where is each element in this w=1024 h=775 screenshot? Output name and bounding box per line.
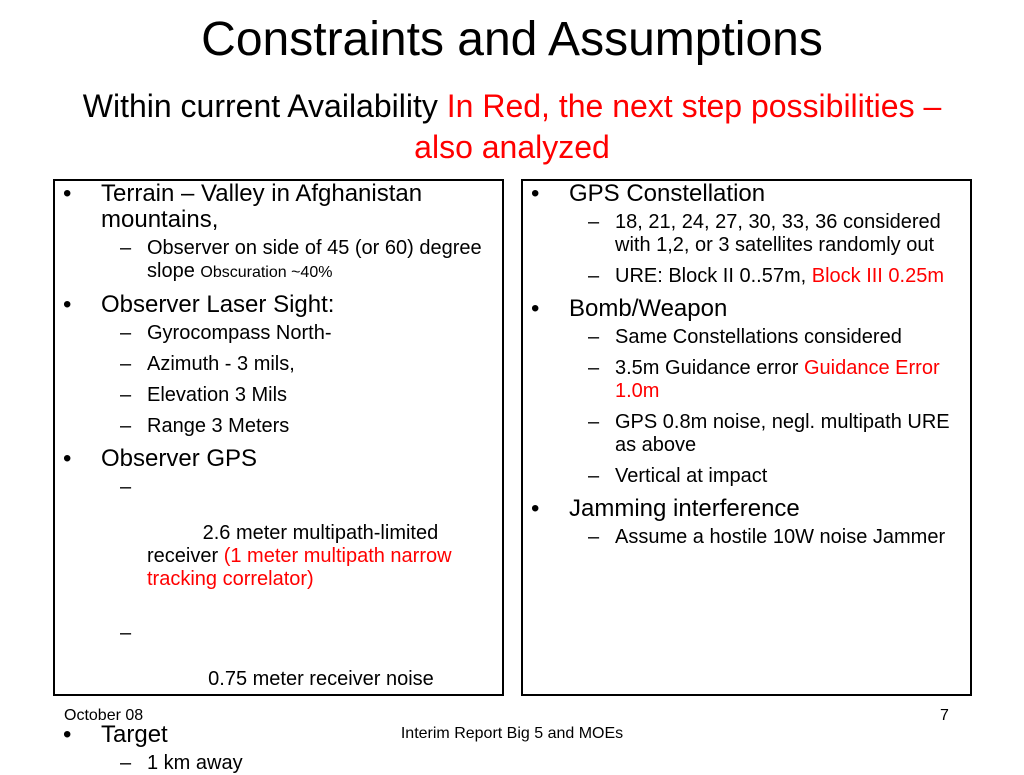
sub-bullet-jammer	[569, 526, 970, 549]
sub-bullet-same-constellations	[569, 326, 970, 349]
sub-bullet-text: 1 km away	[147, 752, 243, 774]
dash-marker: –	[120, 622, 132, 644]
receiver-red-text: (1 meter multipath narrow tracking correlator)	[147, 545, 458, 590]
bullet-marker: •	[63, 721, 72, 748]
bullet-marker: •	[531, 295, 540, 322]
sub-bullet-elevation	[101, 384, 502, 407]
sub-bullet-text: 2.6 meter multipath-limited receiver	[147, 522, 461, 567]
bullet-text: GPS Constellation	[569, 180, 766, 207]
bullet-text: Jamming interference	[569, 495, 800, 522]
bullet-marker: •	[531, 495, 540, 522]
sub-bullet-text: Gyrocompass North-	[147, 322, 332, 344]
guidance-red-text: Guidance Error 1.0m	[615, 357, 940, 402]
subtitle-black: Within current Availability	[82, 88, 447, 124]
bullet-marker: •	[63, 180, 72, 207]
ure-red-text: Block III 0.25m	[811, 265, 945, 287]
dash-marker: –	[588, 211, 600, 233]
sub-bullet-gyrocompass	[101, 322, 502, 345]
sub-bullet-text: Azimuth - 3 mils,	[147, 353, 295, 375]
sub-bullet-distance	[101, 752, 502, 775]
footer-date: October 08	[64, 707, 144, 724]
sub-bullet-azimuth	[101, 353, 502, 376]
sub-bullet-observer-slope	[101, 237, 502, 284]
page-number: 7	[940, 707, 949, 724]
footer-title: Interim Report Big 5 and MOEs	[400, 725, 624, 742]
sub-bullet-text: Same Constellations considered	[615, 326, 902, 348]
sub-bullet-text: Vertical at impact	[615, 465, 768, 487]
sub-bullet-guidance-error	[569, 357, 970, 403]
bullet-text: Terrain – Valley in Afghanistan mountains,	[101, 180, 423, 233]
dash-marker: –	[120, 415, 132, 437]
sub-bullet-text: Range 3 Meters	[147, 415, 290, 437]
dash-marker: –	[120, 752, 132, 774]
sub-bullet-text: 0.75 meter receiver noise	[202, 668, 434, 690]
dash-marker: –	[588, 265, 600, 287]
left-bullet-list	[55, 181, 502, 775]
sub-bullet-text: GPS 0.8m noise, negl. multipath URE as above	[615, 411, 950, 456]
dash-marker: –	[588, 326, 600, 348]
sub-bullet-constellation-sizes	[569, 211, 970, 257]
sub-bullet-receiver	[101, 476, 502, 614]
bullet-jamming	[523, 496, 970, 549]
sub-bullet-gps-noise	[569, 411, 970, 457]
sub-bullet-text: URE: Block II 0..57m,	[615, 265, 812, 287]
obscuration-text: Obscuration ~40%	[200, 264, 333, 281]
slide-subtitle	[60, 86, 964, 168]
dash-marker: –	[120, 353, 132, 375]
dash-marker: –	[120, 322, 132, 344]
dash-marker: –	[120, 237, 132, 259]
sub-bullet-text: 3.5m Guidance error	[615, 357, 804, 379]
dash-marker: –	[588, 411, 600, 433]
bullet-text: Observer Laser Sight:	[101, 291, 335, 318]
sub-bullet-receiver-noise	[101, 622, 502, 714]
dash-marker: –	[588, 526, 600, 548]
bullet-laser-sight	[55, 292, 502, 438]
bullet-marker: •	[531, 180, 540, 207]
subtitle-red: In Red, the next step possibilities – also analyzed	[414, 88, 942, 165]
dash-marker: –	[120, 476, 132, 498]
sub-bullet-text: Elevation 3 Mils	[147, 384, 288, 406]
bullet-text: Target	[101, 721, 168, 748]
dash-marker: –	[588, 465, 600, 487]
bullet-bomb-weapon	[523, 296, 970, 488]
sub-bullet-vertical-impact	[569, 465, 970, 488]
bullet-terrain	[55, 181, 502, 284]
dash-marker: –	[588, 357, 600, 379]
sub-bullet-ure	[569, 265, 970, 288]
sub-bullet-range	[101, 415, 502, 438]
dash-marker: –	[120, 384, 132, 406]
right-bullet-list	[523, 181, 970, 549]
slide-title: Constraints and Assumptions	[201, 13, 823, 66]
right-content-box	[521, 179, 972, 696]
bullet-observer-gps	[55, 446, 502, 714]
bullet-gps-constellation	[523, 181, 970, 288]
sub-bullet-text: 18, 21, 24, 27, 30, 33, 36 considered with 1,2, or 3 satellites randomly out	[615, 211, 941, 256]
sub-bullet-text: Observer on side of 45 (or 60) degree slope	[147, 237, 482, 282]
bullet-text: Observer GPS	[101, 445, 258, 472]
bullet-marker: •	[63, 291, 72, 318]
sub-bullet-text: Assume a hostile 10W noise Jammer	[615, 526, 946, 548]
bullet-marker: •	[63, 445, 72, 472]
bullet-text: Bomb/Weapon	[569, 295, 728, 322]
